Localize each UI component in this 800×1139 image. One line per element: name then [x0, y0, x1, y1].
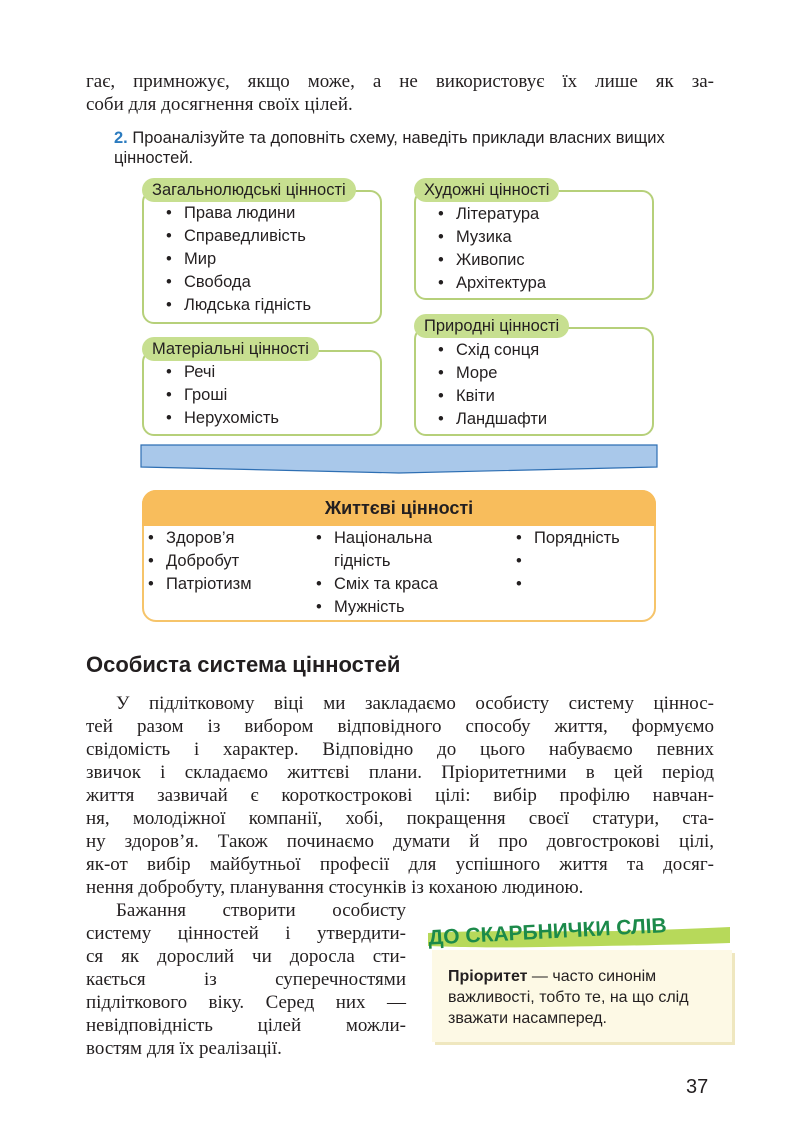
- list-item: • Речі: [166, 361, 279, 384]
- list-item: • Море: [438, 362, 547, 385]
- glossary-definition: — часто синонім важливості, тобто те, на що слід зважати насамперед.: [448, 968, 689, 1027]
- list-item: • Справедливість: [166, 225, 311, 248]
- task-instruction: [114, 128, 714, 168]
- material-values-list: [166, 361, 279, 430]
- material-values-title: Матеріальні цінності: [142, 337, 319, 361]
- paragraph-line: У підлітковому віці ми закладаємо особисту систему ціннос-: [116, 693, 714, 714]
- paragraph-line: ну здоров’я. Також починаємо думати й про довгострокові цілі,: [86, 831, 714, 852]
- glossary-text: [448, 966, 716, 1029]
- list-item: • Нерухомість: [166, 407, 279, 430]
- list-item-line: Національна: [334, 529, 433, 547]
- universal-values-title: Загальнолюдські цінності: [142, 178, 356, 202]
- list-item: • Ландшафти: [438, 408, 547, 431]
- universal-values-list: [166, 202, 311, 317]
- list-item: • Права людини: [166, 202, 311, 225]
- paragraph-line: як-от вибір майбутньої професії для успішного життя та досяг-: [86, 854, 714, 875]
- life-values-col-2: [316, 527, 438, 619]
- natural-values-list: [438, 339, 547, 431]
- banner-text: ДО СКАРБНИЧКИ СЛІВ: [427, 914, 668, 950]
- list-item: • Архітектура: [438, 272, 546, 295]
- page-number: 37: [686, 1076, 709, 1098]
- list-item: [316, 527, 438, 573]
- list-item: • Мир: [166, 248, 311, 271]
- list-item: • Здоров’я: [148, 527, 252, 550]
- paragraph-line: свідомість і характер. Відповідно до цього набуваємо певних: [86, 739, 714, 760]
- list-item: • Література: [438, 203, 546, 226]
- natural-values-title: Природні цінності: [414, 314, 569, 338]
- paragraph-line: життя зазвичай є короткострокові цілі: вибір профілю навчан-: [86, 785, 714, 806]
- intro-line-2: соби для досягнення своїх цілей.: [86, 94, 353, 115]
- paragraph-line: востям для їх реалізації.: [86, 1038, 282, 1059]
- life-values-col-3: [516, 527, 620, 596]
- paragraph-line: систему цінностей і утвердити-: [86, 923, 406, 944]
- paragraph-line: підліткового віку. Серед них —: [86, 992, 406, 1013]
- list-item-blank: [516, 573, 620, 596]
- art-values-list: [438, 203, 546, 295]
- task-number: 2.: [114, 129, 128, 147]
- paragraph-line: кається із суперечностями: [86, 969, 406, 990]
- list-item: • Свобода: [166, 271, 311, 294]
- task-text: Проаналізуйте та доповніть схему, наведіть приклади власних вищих цінностей.: [114, 129, 665, 167]
- list-item: • Людська гідність: [166, 294, 311, 317]
- list-item: • Добробут: [148, 550, 252, 573]
- list-item: • Патріотизм: [148, 573, 252, 596]
- life-values-title: Життєві цінності: [142, 490, 656, 526]
- list-item: • Порядність: [516, 527, 620, 550]
- list-item: • Гроші: [166, 384, 279, 407]
- list-item: • Живопис: [438, 249, 546, 272]
- life-values-col-1: [148, 527, 252, 596]
- intro-line-1: гає, примножує, якщо може, а не використовує їх лише як за-: [86, 71, 714, 92]
- list-item-blank: [516, 550, 620, 573]
- paragraph-line: звичок і складаємо життєві плани. Пріоритетними в цей період: [86, 762, 714, 783]
- paragraph-line: невідповідність цілей можли-: [86, 1015, 406, 1036]
- list-item: • Сміх та краса: [316, 573, 438, 596]
- paragraph-line: ся як дорослий чи доросла сти-: [86, 946, 406, 967]
- list-item: • Музика: [438, 226, 546, 249]
- list-item: • Квіти: [438, 385, 547, 408]
- list-item: • Схід сонця: [438, 339, 547, 362]
- paragraph-line: тей разом із вибором відповідного способу життя, формуємо: [86, 716, 714, 737]
- art-values-title: Художні цінності: [414, 178, 559, 202]
- flow-arrow: [140, 444, 658, 474]
- glossary-term: Пріоритет: [448, 968, 528, 985]
- paragraph-line: нення добробуту, планування стосунків із коханою людиною.: [86, 877, 584, 898]
- section-title: Особиста система цінностей: [86, 652, 401, 677]
- paragraph-line: Бажання створити особисту: [116, 900, 406, 921]
- glossary-banner: [424, 903, 734, 951]
- list-item-line: гідність: [334, 552, 391, 570]
- paragraph-line: ня, молодіжної компанії, хобі, покращення своєї статури, ста-: [86, 808, 714, 829]
- list-item: • Мужність: [316, 596, 438, 619]
